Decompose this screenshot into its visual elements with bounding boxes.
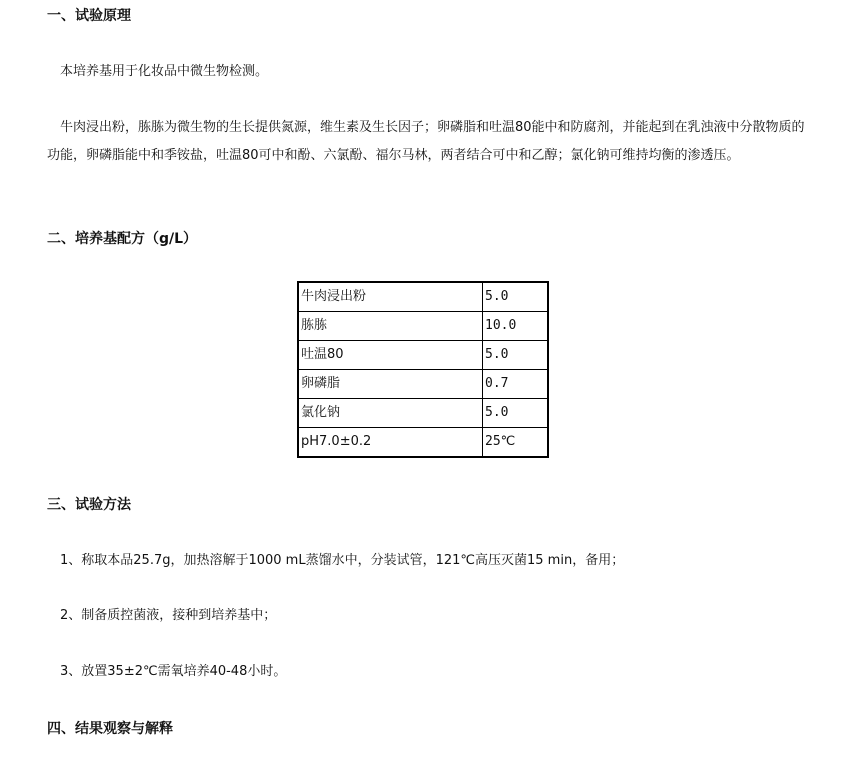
table-row <box>298 282 548 312</box>
heading-formula: 二、培养基配方（g/L） <box>47 231 198 247</box>
table-row <box>298 399 548 428</box>
ingredient-name: 氯化钠 <box>298 399 483 428</box>
heading-results: 四、结果观察与解释 <box>47 721 173 737</box>
ingredient-amount: 10.0 <box>483 312 549 341</box>
temperature-value: 25℃ <box>483 428 549 458</box>
ingredient-amount: 5.0 <box>483 341 549 370</box>
ingredient-amount: 5.0 <box>483 399 549 428</box>
formula-table <box>297 281 549 458</box>
method-step-1: 1、称取本品25.7g，加热溶解于1000 mL蒸馏水中，分装试管，121℃高压灭菌15 min，备用； <box>60 553 625 568</box>
table-row <box>298 428 548 458</box>
table-row <box>298 312 548 341</box>
ph-label: pH7.0±0.2 <box>298 428 483 458</box>
ingredient-name: 牛肉浸出粉 <box>298 282 483 312</box>
method-step-3: 3、放置35±2℃需氧培养40-48小时。 <box>60 664 287 679</box>
ingredient-amount: 0.7 <box>483 370 549 399</box>
ingredient-name: 吐温80 <box>298 341 483 370</box>
ingredient-amount: 5.0 <box>483 282 549 312</box>
table-row <box>298 370 548 399</box>
principle-paragraph-2: 牛肉浸出粉，胨胨为微生物的生长提供氮源，维生素及生长因子；卵磷脂和吐温80能中和防腐剂，并能起到在乳浊液中分散物质的功能，卵磷脂能中和季铵盐，吐温80可中和酚、六氯酚、福尔马林，两者结合可中和乙醇；氯化钠可维持均衡的渗透压。 <box>47 120 805 163</box>
heading-principle: 一、试验原理 <box>47 8 131 24</box>
principle-paragraph-1: 本培养基用于化妆品中微生物检测。 <box>60 64 269 79</box>
ingredient-name: 胨胨 <box>298 312 483 341</box>
heading-method: 三、试验方法 <box>47 497 131 513</box>
ingredient-name: 卵磷脂 <box>298 370 483 399</box>
method-step-2: 2、制备质控菌液，接种到培养基中； <box>60 608 277 623</box>
table-row <box>298 341 548 370</box>
